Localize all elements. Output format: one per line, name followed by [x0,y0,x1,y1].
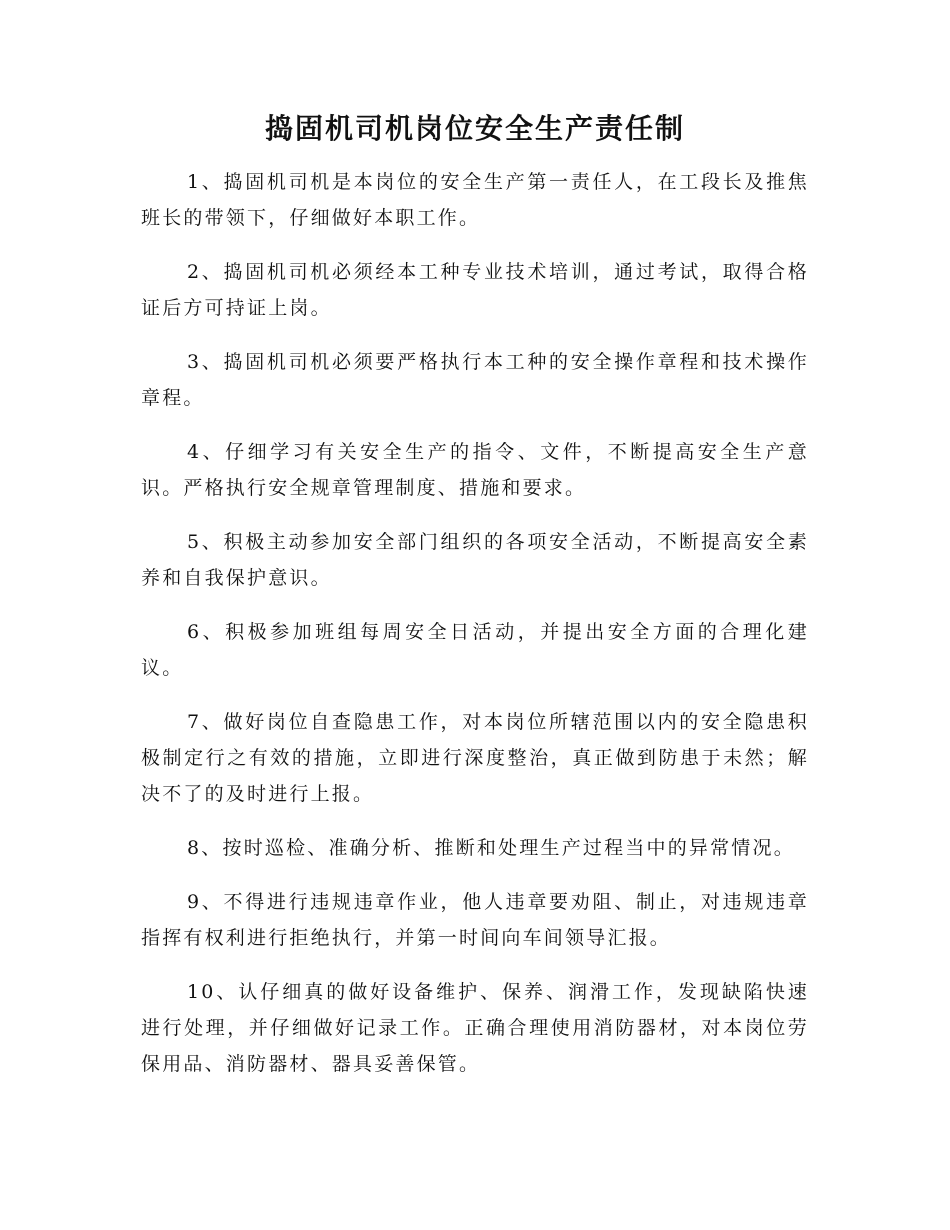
paragraph-1: 1、捣固机司机是本岗位的安全生产第一责任人，在工段长及推焦班长的带领下，仔细做好本职工作。 [141,171,809,229]
paragraph-5: 5、积极主动参加安全部门组织的各项安全活动，不断提高安全素养和自我保护意识。 [141,531,809,589]
paragraph-2: 2、捣固机司机必须经本工种专业技术培训，通过考试，取得合格证后方可持证上岗。 [141,261,809,319]
paragraph-7: 7、做好岗位自查隐患工作，对本岗位所辖范围以内的安全隐患积极制定行之有效的措施，立即进行深度整治，真正做到防患于未然；解决不了的及时进行上报。 [141,711,809,805]
paragraph-8: 8、按时巡检、准确分析、推断和处理生产过程当中的异常情况。 [187,837,795,859]
paragraph-10: 10、认仔细真的做好设备维护、保养、润滑工作，发现缺陷快速进行处理，并仔细做好记录工作。正确合理使用消防器材，对本岗位劳保用品、消防器材、器具妥善保管。 [141,981,809,1075]
document-title: 捣固机司机岗位安全生产责任制 [264,112,685,145]
document-body [141,164,809,1100]
paragraph-6: 6、积极参加班组每周安全日活动，并提出安全方面的合理化建议。 [141,621,809,679]
paragraph-9: 9、不得进行违规违章作业，他人违章要劝阻、制止，对违规违章指挥有权利进行拒绝执行，并第一时间向车间领导汇报。 [141,891,809,949]
paragraph-4: 4、仔细学习有关安全生产的指令、文件，不断提高安全生产意识。严格执行安全规章管理制度、措施和要求。 [141,441,809,499]
paragraph-3: 3、捣固机司机必须要严格执行本工种的安全操作章程和技术操作章程。 [141,351,809,409]
